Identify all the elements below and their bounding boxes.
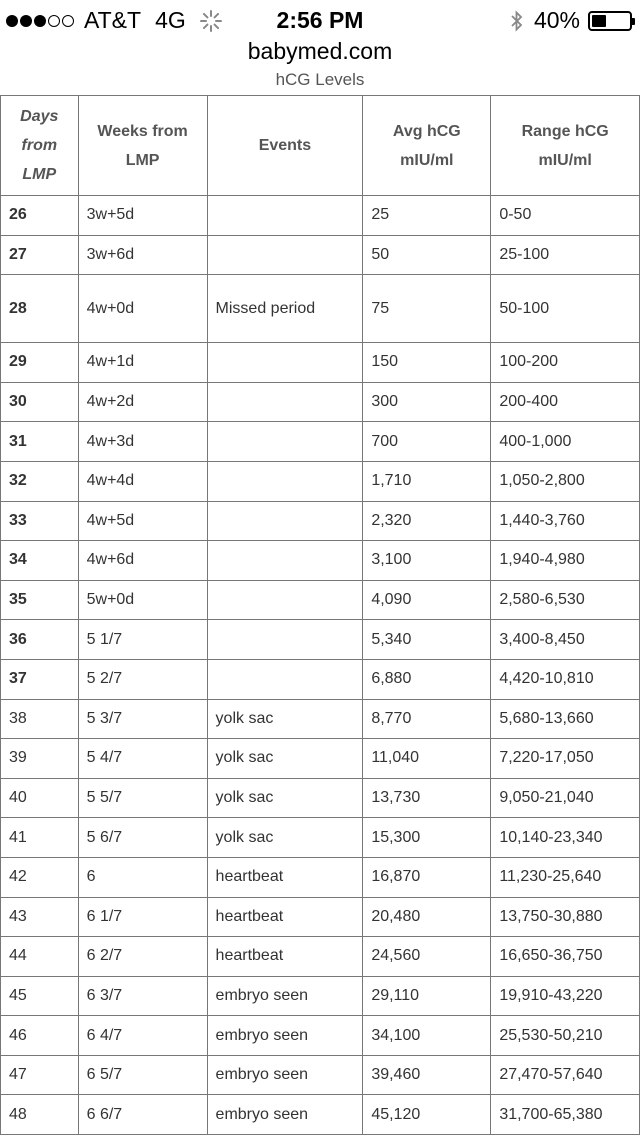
cell-day: 35 bbox=[1, 580, 79, 620]
cell-day: 40 bbox=[1, 778, 79, 818]
cell-avg-hcg: 5,340 bbox=[363, 620, 491, 660]
cell-avg-hcg: 25 bbox=[363, 196, 491, 236]
cell-weeks: 3w+5d bbox=[78, 196, 207, 236]
table-row bbox=[1, 196, 640, 236]
table-row bbox=[1, 976, 640, 1016]
cell-range-hcg: 10,140-23,340 bbox=[491, 818, 640, 858]
cell-range-hcg: 16,650-36,750 bbox=[491, 937, 640, 977]
table-row bbox=[1, 541, 640, 581]
col-header-weeks: Weeks from LMP bbox=[78, 96, 207, 196]
cell-avg-hcg: 8,770 bbox=[363, 699, 491, 739]
cell-weeks: 4w+1d bbox=[78, 343, 207, 383]
cell-day: 44 bbox=[1, 937, 79, 977]
cell-avg-hcg: 6,880 bbox=[363, 659, 491, 699]
cell-range-hcg: 400-1,000 bbox=[491, 422, 640, 462]
col-header-events: Events bbox=[207, 96, 363, 196]
cell-weeks: 5 5/7 bbox=[78, 778, 207, 818]
cell-day: 47 bbox=[1, 1055, 79, 1095]
cell-range-hcg: 1,440-3,760 bbox=[491, 501, 640, 541]
cell-weeks: 4w+3d bbox=[78, 422, 207, 462]
cell-day: 27 bbox=[1, 235, 79, 275]
cell-event bbox=[207, 541, 363, 581]
cell-avg-hcg: 2,320 bbox=[363, 501, 491, 541]
table-row bbox=[1, 818, 640, 858]
cell-range-hcg: 0-50 bbox=[491, 196, 640, 236]
cell-event bbox=[207, 235, 363, 275]
cell-day: 46 bbox=[1, 1016, 79, 1056]
table-row bbox=[1, 857, 640, 897]
cell-avg-hcg: 4,090 bbox=[363, 580, 491, 620]
cell-weeks: 5w+0d bbox=[78, 580, 207, 620]
cell-event: embryo seen bbox=[207, 1016, 363, 1056]
cell-event: Missed period bbox=[207, 275, 363, 343]
carrier-name: AT&T bbox=[84, 7, 142, 33]
cell-event bbox=[207, 580, 363, 620]
cell-day: 30 bbox=[1, 382, 79, 422]
table-row bbox=[1, 778, 640, 818]
table-row bbox=[1, 580, 640, 620]
cell-event bbox=[207, 501, 363, 541]
cell-weeks: 6 6/7 bbox=[78, 1095, 207, 1135]
cell-range-hcg: 4,420-10,810 bbox=[491, 659, 640, 699]
table-row bbox=[1, 659, 640, 699]
cell-event: yolk sac bbox=[207, 818, 363, 858]
cell-event: embryo seen bbox=[207, 1055, 363, 1095]
cell-weeks: 4w+0d bbox=[78, 275, 207, 343]
cell-day: 36 bbox=[1, 620, 79, 660]
cell-weeks: 5 1/7 bbox=[78, 620, 207, 660]
network-type: 4G bbox=[155, 7, 186, 33]
cell-range-hcg: 50-100 bbox=[491, 275, 640, 343]
bluetooth-icon bbox=[510, 9, 524, 33]
cell-range-hcg: 1,050-2,800 bbox=[491, 461, 640, 501]
table-row bbox=[1, 937, 640, 977]
cell-event bbox=[207, 196, 363, 236]
cell-weeks: 6 3/7 bbox=[78, 976, 207, 1016]
cell-avg-hcg: 11,040 bbox=[363, 739, 491, 779]
cell-weeks: 3w+6d bbox=[78, 235, 207, 275]
cell-weeks: 6 4/7 bbox=[78, 1016, 207, 1056]
table-row bbox=[1, 235, 640, 275]
battery-icon bbox=[588, 11, 632, 31]
cell-avg-hcg: 16,870 bbox=[363, 857, 491, 897]
hcg-table bbox=[0, 95, 640, 1135]
cell-event: embryo seen bbox=[207, 976, 363, 1016]
table-row bbox=[1, 620, 640, 660]
cell-weeks: 5 3/7 bbox=[78, 699, 207, 739]
cell-day: 34 bbox=[1, 541, 79, 581]
cell-day: 48 bbox=[1, 1095, 79, 1135]
cell-event: heartbeat bbox=[207, 897, 363, 937]
cell-avg-hcg: 34,100 bbox=[363, 1016, 491, 1056]
cell-day: 33 bbox=[1, 501, 79, 541]
cell-avg-hcg: 20,480 bbox=[363, 897, 491, 937]
url-text[interactable]: babymed.com bbox=[247, 38, 393, 64]
status-time: 2:56 PM bbox=[276, 7, 364, 33]
cell-avg-hcg: 700 bbox=[363, 422, 491, 462]
cell-day: 41 bbox=[1, 818, 79, 858]
cell-weeks: 6 5/7 bbox=[78, 1055, 207, 1095]
table-body bbox=[1, 196, 640, 1135]
cell-range-hcg: 200-400 bbox=[491, 382, 640, 422]
table-header-row bbox=[1, 96, 640, 196]
cell-avg-hcg: 1,710 bbox=[363, 461, 491, 501]
cell-range-hcg: 9,050-21,040 bbox=[491, 778, 640, 818]
cell-event: heartbeat bbox=[207, 857, 363, 897]
cell-range-hcg: 11,230-25,640 bbox=[491, 857, 640, 897]
cell-event bbox=[207, 422, 363, 462]
status-bar bbox=[0, 0, 640, 40]
table-row bbox=[1, 739, 640, 779]
cell-avg-hcg: 45,120 bbox=[363, 1095, 491, 1135]
cell-range-hcg: 7,220-17,050 bbox=[491, 739, 640, 779]
cell-day: 39 bbox=[1, 739, 79, 779]
cell-event bbox=[207, 343, 363, 383]
cell-avg-hcg: 13,730 bbox=[363, 778, 491, 818]
cell-weeks: 5 6/7 bbox=[78, 818, 207, 858]
col-header-range: Range hCG mIU/ml bbox=[491, 96, 640, 196]
table-row bbox=[1, 897, 640, 937]
cell-range-hcg: 3,400-8,450 bbox=[491, 620, 640, 660]
cell-avg-hcg: 29,110 bbox=[363, 976, 491, 1016]
cell-avg-hcg: 75 bbox=[363, 275, 491, 343]
cell-event bbox=[207, 620, 363, 660]
table-row bbox=[1, 461, 640, 501]
page-title: hCG Levels bbox=[275, 70, 365, 88]
cell-event: embryo seen bbox=[207, 1095, 363, 1135]
cell-range-hcg: 100-200 bbox=[491, 343, 640, 383]
table-row bbox=[1, 422, 640, 462]
col-header-avg: Avg hCG mIU/ml bbox=[363, 96, 491, 196]
cell-event bbox=[207, 659, 363, 699]
cell-day: 32 bbox=[1, 461, 79, 501]
cell-weeks: 4w+6d bbox=[78, 541, 207, 581]
cell-avg-hcg: 24,560 bbox=[363, 937, 491, 977]
cell-day: 42 bbox=[1, 857, 79, 897]
cell-weeks: 5 2/7 bbox=[78, 659, 207, 699]
table-row bbox=[1, 382, 640, 422]
col-header-days: Days from LMP bbox=[1, 96, 79, 196]
cell-weeks: 6 bbox=[78, 857, 207, 897]
cell-weeks: 4w+4d bbox=[78, 461, 207, 501]
cell-day: 29 bbox=[1, 343, 79, 383]
cell-day: 28 bbox=[1, 275, 79, 343]
cell-range-hcg: 25,530-50,210 bbox=[491, 1016, 640, 1056]
cell-event: yolk sac bbox=[207, 778, 363, 818]
cell-weeks: 4w+2d bbox=[78, 382, 207, 422]
table-row bbox=[1, 343, 640, 383]
cell-range-hcg: 5,680-13,660 bbox=[491, 699, 640, 739]
cell-weeks: 6 2/7 bbox=[78, 937, 207, 977]
table-row bbox=[1, 275, 640, 343]
cell-range-hcg: 25-100 bbox=[491, 235, 640, 275]
cell-event: heartbeat bbox=[207, 937, 363, 977]
status-right bbox=[510, 7, 632, 34]
table-row bbox=[1, 1095, 640, 1135]
cell-weeks: 4w+5d bbox=[78, 501, 207, 541]
cell-range-hcg: 19,910-43,220 bbox=[491, 976, 640, 1016]
cell-avg-hcg: 39,460 bbox=[363, 1055, 491, 1095]
cell-event: yolk sac bbox=[207, 739, 363, 779]
table-row bbox=[1, 1055, 640, 1095]
table-row bbox=[1, 1016, 640, 1056]
cell-avg-hcg: 3,100 bbox=[363, 541, 491, 581]
cell-range-hcg: 13,750-30,880 bbox=[491, 897, 640, 937]
cell-event: yolk sac bbox=[207, 699, 363, 739]
cell-range-hcg: 27,470-57,640 bbox=[491, 1055, 640, 1095]
table-row bbox=[1, 699, 640, 739]
table-row bbox=[1, 501, 640, 541]
battery-percent: 40% bbox=[533, 7, 580, 33]
cell-weeks: 5 4/7 bbox=[78, 739, 207, 779]
cell-day: 38 bbox=[1, 699, 79, 739]
cell-weeks: 6 1/7 bbox=[78, 897, 207, 937]
cell-range-hcg: 1,940-4,980 bbox=[491, 541, 640, 581]
cell-range-hcg: 31,700-65,380 bbox=[491, 1095, 640, 1135]
cell-day: 31 bbox=[1, 422, 79, 462]
cell-event bbox=[207, 461, 363, 501]
cell-day: 45 bbox=[1, 976, 79, 1016]
cell-event bbox=[207, 382, 363, 422]
cell-avg-hcg: 50 bbox=[363, 235, 491, 275]
cell-day: 37 bbox=[1, 659, 79, 699]
cell-avg-hcg: 15,300 bbox=[363, 818, 491, 858]
cell-day: 43 bbox=[1, 897, 79, 937]
cell-day: 26 bbox=[1, 196, 79, 236]
cell-avg-hcg: 300 bbox=[363, 382, 491, 422]
cell-range-hcg: 2,580-6,530 bbox=[491, 580, 640, 620]
cell-avg-hcg: 150 bbox=[363, 343, 491, 383]
battery-fill bbox=[592, 15, 606, 27]
